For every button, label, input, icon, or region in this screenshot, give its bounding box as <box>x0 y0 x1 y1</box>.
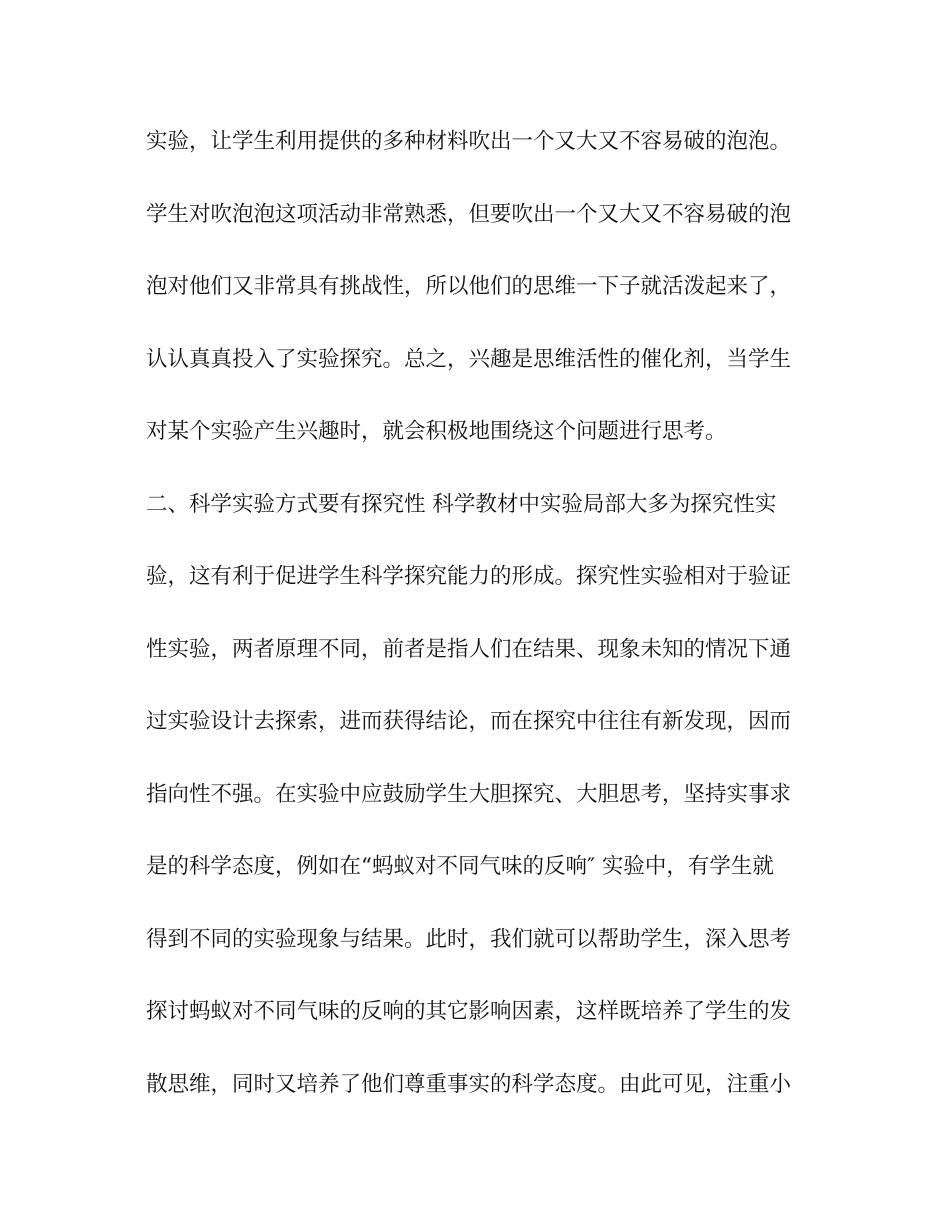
text-line: 性实验，两者原理不同，前者是指人们在结果、现象未知的情况下通 <box>146 636 792 662</box>
text-line: 学生对吹泡泡这项活动非常熟悉，但要吹出一个又大又不容易破的泡 <box>146 201 792 227</box>
text-line: 过实验设计去探索，进而获得结论，而在探究中往往有新发现，因而 <box>146 709 792 734</box>
text-line: 实验，让学生利用提供的多种材料吹出一个又大又不容易破的泡泡。 <box>146 129 792 154</box>
text-line: 对某个实验产生兴趣时，就会积极地围绕这个问题进行思考。 <box>146 419 727 444</box>
text-line: 泡对他们又非常具有挑战性，所以他们的思维一下子就活泼起来了， <box>146 274 792 299</box>
text-line: 得到不同的实验现象与结果。此时，我们就可以帮助学生，深入思考 <box>146 926 792 952</box>
text-line: 验，这有利于促进学生科学探究能力的形成。探究性实验相对于验证 <box>146 564 792 589</box>
text-line: 认认真真投入了实验探究。总之，兴趣是思维活性的催化剂，当学生 <box>146 346 792 372</box>
body-text <box>146 120 806 1135</box>
text-line: 散思维，同时又培养了他们尊重事实的科学态度。由此可见，注重小 <box>146 1071 792 1097</box>
text-line: 指向性不强。在实验中应鼓励学生大胆探究、大胆思考，坚持实事求 <box>146 781 792 807</box>
text-line: 是的科学态度，例如在“蚂蚁对不同气味的反响″ 实验中，有学生就 <box>146 854 774 879</box>
text-line: 二、科学实验方式要有探究性 科学教材中实验局部大多为探究性实 <box>146 491 777 517</box>
text-line: 探讨蚂蚁对不同气味的反响的其它影响因素，这样既培养了学生的发 <box>146 999 792 1024</box>
